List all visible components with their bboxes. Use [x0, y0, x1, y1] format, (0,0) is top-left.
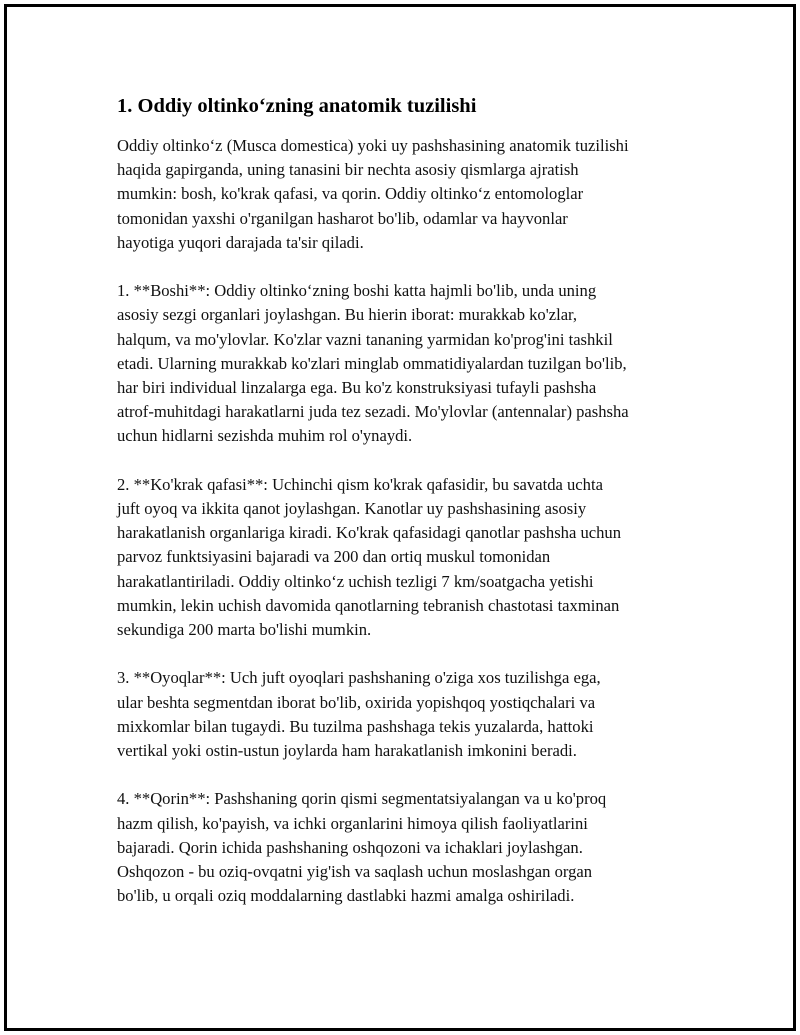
- intro-paragraph: Oddiy oltinko‘z (Musca domestica) yoki uy pashshasining anatomik tuzilishi haqida gapirganda, uning tanasini bir nechta asosiy qismlarga ajratish mumkin: bosh, ko'krak qafasi, va qorin. Oddiy oltinko‘z entomologlar tomonidan yaxshi o'rganilgan hasharot bo'lib, odamlar va hayvonlar hayotiga yuqori darajada ta'sir qiladi.: [117, 136, 629, 252]
- document-body: [117, 92, 697, 933]
- thorax-paragraph: 2. **Ko'krak qafasi**: Uchinchi qism ko'krak qafasidir, bu savatda uchta juft oyoq va ikkita qanot joylashgan. Kanotlar uy pashshasining asosiy harakatlanish organlariga kiradi. Ko'krak qafasidagi qanotlar pashsha uchun parvoz funktsiyasini bajaradi va 200 dan ortiq muskul tomonidan harakatlantiriladi. Oddiy oltinko‘z uchish tezligi 7 km/soatgacha yetishi mumkin, lekin uchish davomida qanotlarning tebranish chastotasi taxminan sekundiga 200 marta bo'lishi mumkin.: [117, 474, 622, 640]
- section-title: 1. Oddiy oltinko‘zning anatomik tuzilishi: [117, 95, 477, 117]
- legs-paragraph: 3. **Oyoqlar**: Uch juft oyoqlari pashshaning o'ziga xos tuzilishga ega, ular beshta segmentdan iborat bo'lib, oxirida yopishqoq yostiqchalari va mixkomlar bilan tugaydi. Bu tuzilma pashshaga tekis yuzalarda, hattoki vertikal yoki ostin-ustun joylarda ham harakatlanish imkonini beradi.: [117, 668, 601, 761]
- head-paragraph: 1. **Boshi**: Oddiy oltinko‘zning boshi katta hajmli bo'lib, unda uning asosiy sezgi organlari joylashgan. Bu hierin iborat: murakkab ko'zlar, halqum, va mo'ylovlar. Ko'zlar vazni tananing yarmidan ko'prog'ini tashkil etadi. Ularning murakkab ko'zlari minglab ommatidiyalardan tuzilgan bo'lib, har biri individual linzalarga ega. Bu ko'z konstruksiyasi tufayli pashsha atrof-muhitdagi harakatlarni juda tez sezadi. Mo'ylovlar (antennalar) pashsha uchun hidlarni sezishda muhim rol o'ynaydi.: [117, 281, 629, 446]
- abdomen-paragraph: 4. **Qorin**: Pashshaning qorin qismi segmentatsiyalangan va u ko'proq hazm qilish, ko'payish, va ichki organlarini himoya qilish faoliyatlarini bajaradi. Qorin ichida pashshaning oshqozoni va ichaklari joylashgan. Oshqozon - bu oziq-ovqatni yig'ish va saqlash uchun moslashgan organ bo'lib, u orqali oziq moddalarning dastlabki hazmi amalga oshiriladi.: [117, 789, 607, 906]
